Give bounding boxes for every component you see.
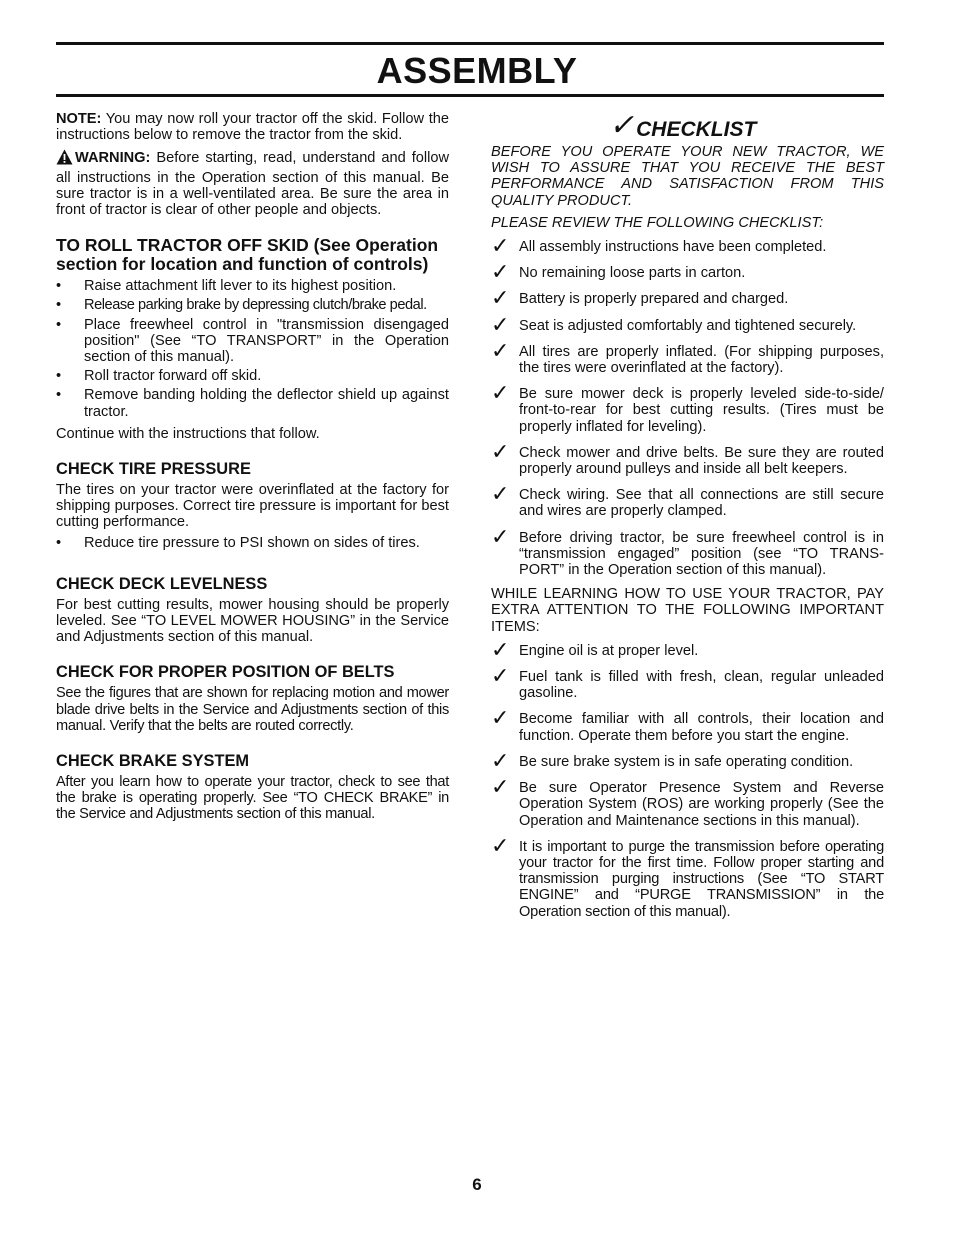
title-underline — [56, 94, 884, 97]
checklist-item: ✓ Battery is properly prepared and charged. — [491, 285, 789, 311]
roll-off-skid-heading: TO ROLL TRACTOR OFF SKID (See Operation section for location and function of controls) — [56, 235, 439, 275]
roll-off-skid-list — [56, 278, 449, 420]
checklist-intro: BEFORE YOU OPERATE YOUR NEW TRACTOR, WE WISH TO ASSURE THAT YOU RECEIVE THE BEST PERFORMANCE AND SATISFACTION FROM THIS QUALITY PRODUCT. — [491, 144, 884, 209]
checkmark-icon: ✓ — [491, 285, 510, 311]
belts-heading: CHECK FOR PROPER POSITION OF BELTS — [56, 663, 395, 682]
checklist-item: ✓ Become familiar with all controls, their location and function. Operate them before you start the engine. — [491, 705, 884, 744]
list-item: • Place freewheel control in "transmission disengaged position" (See “TO TRANSPORT” in the Operation section of this manual). — [56, 316, 449, 366]
checklist-item: ✓ Be sure brake system is in safe operating condition. — [491, 747, 854, 773]
checkmark-icon: ✓ — [491, 233, 510, 259]
list-item: • Roll tractor forward off skid. — [56, 368, 262, 385]
checkmark-icon: ✓ — [491, 636, 510, 662]
note-paragraph — [56, 111, 449, 143]
checklist-item: ✓ Fuel tank is filled with fresh, clean, regular unleaded gasoline. — [491, 663, 884, 702]
note-text: You may now roll your tractor off the skid. Follow the instructions below to remove the tractor from the skid. — [56, 111, 449, 144]
bullet-icon: • — [56, 534, 62, 551]
checklist-item: ✓ All assembly instructions have been completed. — [491, 233, 827, 259]
checkmark-icon: ✓ — [491, 337, 510, 363]
bullet-icon: • — [56, 278, 62, 295]
checkmark-icon: ✓ — [491, 380, 510, 406]
page-title: ASSEMBLY — [376, 50, 578, 91]
checklist-item: ✓ No remaining loose parts in carton. — [491, 259, 746, 285]
page-number: 6 — [472, 1175, 482, 1194]
bullet-icon: • — [56, 316, 62, 333]
bullet-icon: • — [56, 368, 62, 385]
checkmark-icon: ✓ — [491, 481, 510, 507]
right-column — [491, 111, 884, 930]
deck-levelness-heading: CHECK DECK LEVELNESS — [56, 574, 268, 593]
checklist-item: ✓ Engine oil is at proper level. — [491, 636, 699, 662]
checkmark-icon: ✓ — [491, 774, 510, 800]
checkmark-icon: ✓ — [491, 259, 510, 285]
warning-paragraph — [56, 149, 449, 218]
brake-heading: CHECK BRAKE SYSTEM — [56, 752, 250, 771]
checklist-item: ✓ All tires are properly inflated. (For shipping purposes, the tires were overinflated at the factory). — [491, 337, 884, 377]
important-items — [491, 636, 884, 920]
checkmark-icon: ✓ — [491, 311, 510, 337]
checklist-review-prompt: PLEASE REVIEW THE FOLLOWING CHECKLIST: — [491, 214, 824, 231]
warning-label: WARNING: — [75, 150, 151, 167]
bullet-icon: • — [56, 387, 62, 404]
list-item: • Raise attachment lift lever to its highest position. — [56, 278, 397, 295]
checkmark-icon: ✓ — [609, 109, 635, 142]
checklist-item: ✓ Check mower and drive belts. Be sure they are routed properly around pulleys and inside all belt keepers. — [491, 438, 884, 478]
checklist-title: CHECKLIST — [636, 118, 757, 141]
note-label: NOTE: — [56, 111, 102, 127]
checklist-item: ✓ Be sure mower deck is properly leveled side-to-side/ front-to-rear for best cutting results. (Tires must be properly inflated for leveling). — [491, 380, 884, 435]
checkmark-icon: ✓ — [491, 523, 510, 549]
list-item: • Release parking brake by depressing clutch/brake pedal. — [56, 297, 427, 314]
checklist-item: ✓ Be sure Operator Presence System and Reverse Operation System (ROS) are working properly (See the Operation and Maintenance sections in this manual). — [491, 774, 884, 829]
checkmark-icon: ✓ — [491, 747, 510, 773]
warning-text: Before starting, read, understand and follow all instructions in the Operation section of this manual. Be sure tractor is in a well-ventilated area. Be sure the area in front of tractor is clear of other people and objects. — [56, 150, 449, 219]
learning-note: WHILE LEARNING HOW TO USE YOUR TRACTOR, PAY EXTRA ATTENTION TO THE FOLLOWING IMPORTANT ITEMS: — [491, 586, 884, 635]
checklist-item: ✓ Before driving tractor, be sure freewheel control is in “transmission engaged” position (see “TO TRANS-PORT” in the Operation section of this manual). — [491, 523, 884, 579]
checklist-item: ✓ It is important to purge the transmission before operating your tractor for the first time. Follow proper starting and transmission purging instructions (See “TO START ENGINE” and “PURGE TRANSMISSION” in the Operation section of this manual). — [491, 832, 884, 920]
belts-text: See the figures that are shown for replacing motion and mower blade drive belts in the Service and Adjustments section of this manual. Verify that the belts are routed correctly. — [56, 685, 449, 734]
checkmark-icon: ✓ — [491, 438, 510, 464]
checklist-item: ✓ Check wiring. See that all connections are still secure and wires are properly clamped. — [491, 481, 884, 520]
checkmark-icon: ✓ — [491, 832, 510, 858]
list-item: • Remove banding holding the deflector shield up against tractor. — [56, 387, 449, 420]
continue-text: Continue with the instructions that follow. — [56, 425, 320, 442]
checkmark-icon: ✓ — [491, 663, 510, 689]
deck-levelness-text: For best cutting results, mower housing should be properly leveled. See “TO LEVEL MOWER HOUSING” in the Service and Adjustments section of this manual. — [56, 596, 449, 646]
tire-pressure-heading: CHECK TIRE PRESSURE — [56, 460, 251, 479]
tire-pressure-text: The tires on your tractor were overinflated at the factory for shipping purposes. Correct tire pressure is important for best cutting performance. — [56, 482, 449, 531]
left-column — [56, 111, 449, 823]
bullet-icon: • — [56, 297, 62, 314]
warning-icon — [56, 149, 73, 169]
checkmark-icon: ✓ — [491, 705, 510, 731]
list-item: • Reduce tire pressure to PSI shown on sides of tires. — [56, 534, 420, 551]
checklist-header — [609, 111, 884, 141]
top-rule — [56, 42, 884, 45]
checklist-item: ✓ Seat is adjusted comfortably and tightened securely. — [491, 311, 857, 337]
checklist-items — [491, 233, 884, 579]
tire-pressure-list — [56, 535, 449, 551]
brake-text: After you learn how to operate your tractor, check to see that the brake is operating properly. See “TO CHECK BRAKE” in the Service and Adjustments section of this manual. — [56, 774, 449, 823]
